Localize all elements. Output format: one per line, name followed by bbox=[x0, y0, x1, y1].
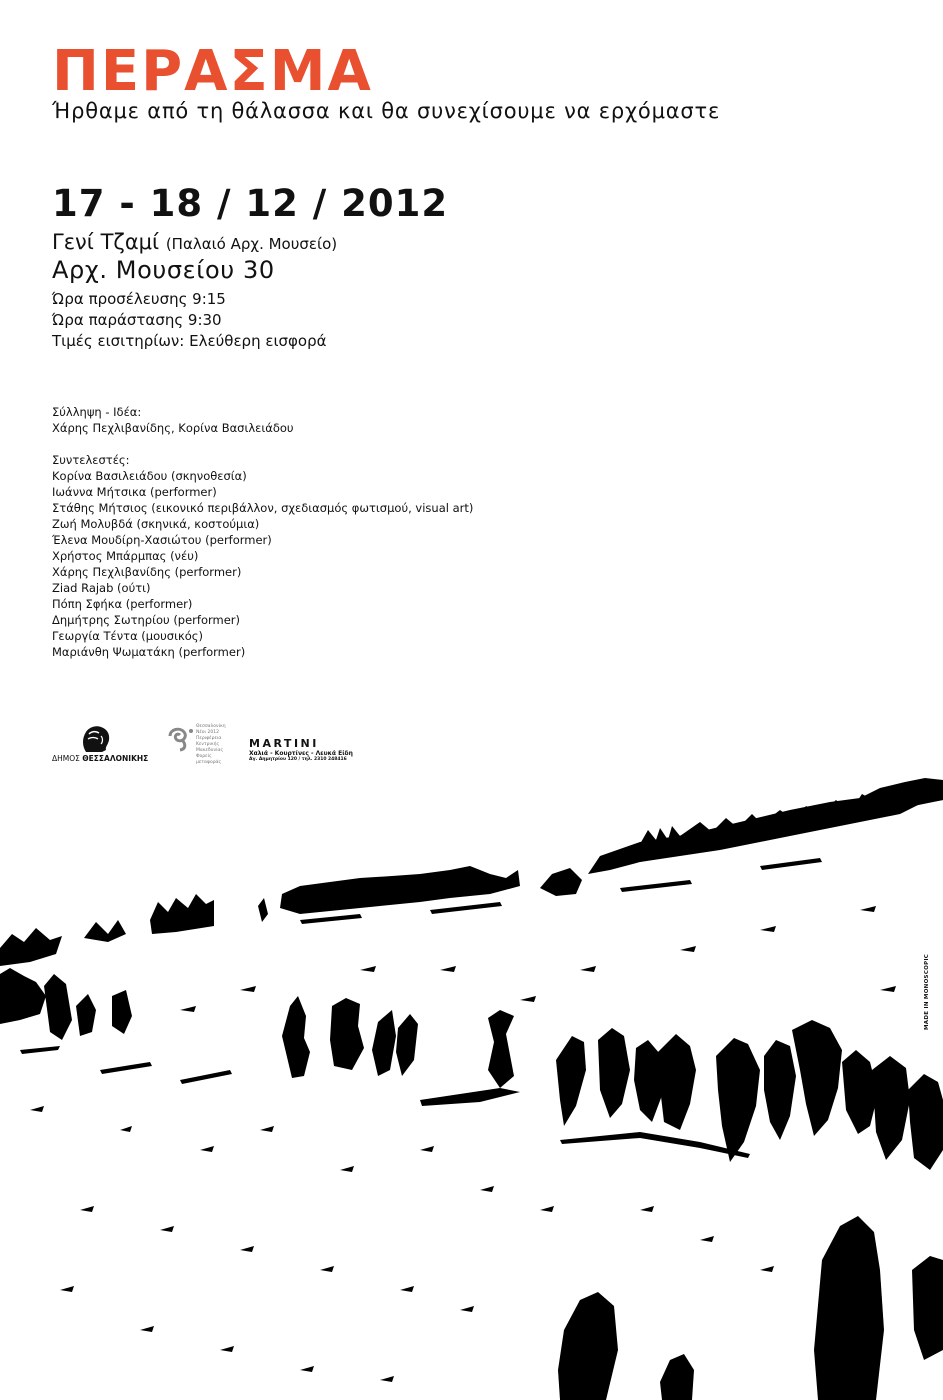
credits-block bbox=[52, 404, 473, 660]
contributor-item: Κορίνα Βασιλειάδου (σκηνοθεσία) bbox=[52, 469, 247, 483]
arrival-time: Ώρα προσέλευσης 9:15 bbox=[52, 290, 226, 308]
show-time: Ώρα παράστασης 9:30 bbox=[52, 311, 222, 329]
venue-name: Γενί Τζαμί bbox=[52, 230, 160, 254]
contributor-item: Πόπη Σφήκα (performer) bbox=[52, 597, 193, 611]
martini-address: Αγ. Δημητρίου 120 / τηλ. 2310 248416 bbox=[249, 757, 347, 762]
sponsor-logos bbox=[52, 722, 372, 772]
contributor-item: Έλενα Μουδίρη-Χασιώτου (performer) bbox=[52, 533, 272, 547]
alexander-head-icon bbox=[52, 722, 152, 754]
event-date: 17 - 18 / 12 / 2012 bbox=[52, 182, 449, 225]
contributor-item: Μαριάνθη Ψωματάκη (performer) bbox=[52, 645, 246, 659]
poster-title: ΠΕΡΑΣΜΑ bbox=[52, 39, 373, 104]
event-info bbox=[52, 289, 327, 352]
procession-artwork bbox=[0, 770, 943, 1400]
thessaloniki-youth-logo bbox=[164, 722, 234, 766]
martini-logo bbox=[249, 738, 369, 768]
ticket-price: Τιμές εισιτηρίων: Ελεύθερη εισφορά bbox=[52, 332, 327, 350]
venue-address: Αρχ. Μουσείου 30 bbox=[52, 256, 275, 284]
contributor-item: Χρήστος Μπάρμπας (νέυ) bbox=[52, 549, 199, 563]
contributor-item: Χάρης Πεχλιβανίδης (performer) bbox=[52, 565, 242, 579]
dimos-thessalonikis-logo bbox=[52, 722, 152, 766]
contributor-item: Ziad Rajab (ούτι) bbox=[52, 581, 151, 595]
dimos-prefix: ΔΗΜΟΣ bbox=[52, 754, 80, 763]
martini-brand: MARTINI bbox=[249, 737, 319, 750]
contributor-item: Στάθης Μήτσιος (εικονικό περιβάλλον, σχεδιασμός φωτισμού, visual art) bbox=[52, 501, 474, 515]
contributors-heading: Συντελεστές: bbox=[52, 453, 130, 467]
venue-line bbox=[52, 230, 337, 254]
contributor-item: Δημήτρης Σωτηρίου (performer) bbox=[52, 613, 241, 627]
contributor-item: Γεωργία Τέντα (μουσικός) bbox=[52, 629, 204, 643]
poster-subtitle: Ήρθαμε από τη θάλασσα και θα συνεχίσουμε να ερχόμαστε bbox=[52, 99, 721, 123]
designer-credit: MADE IN MONOSCOPIC bbox=[924, 953, 930, 1030]
martini-tagline: Χαλιά - Κουρτίνες - Λευκά Είδη bbox=[249, 750, 353, 757]
thess-label: Θεσσαλονίκη Νέοι 2012 Περιφέρεια Κεντρικής Μακεδονίας Φορείς μεταφοράς bbox=[196, 724, 226, 765]
concept-names: Χάρης Πεχλιβανίδης, Κορίνα Βασιλειάδου bbox=[52, 421, 294, 435]
concept-heading: Σύλληψη - Ιδέα: bbox=[52, 405, 142, 419]
swirl-icon bbox=[164, 722, 196, 754]
venue-note: (Παλαιό Αρχ. Μουσείο) bbox=[165, 235, 338, 253]
contributor-item: Ζωή Μολυβδά (σκηνικά, κοστούμια) bbox=[52, 517, 260, 531]
dimos-city: ΘΕΣΣΑΛΟΝΙΚΗΣ bbox=[82, 754, 149, 763]
dimos-label bbox=[52, 754, 148, 763]
contributor-item: Ιωάννα Μήτσικα (performer) bbox=[52, 485, 217, 499]
